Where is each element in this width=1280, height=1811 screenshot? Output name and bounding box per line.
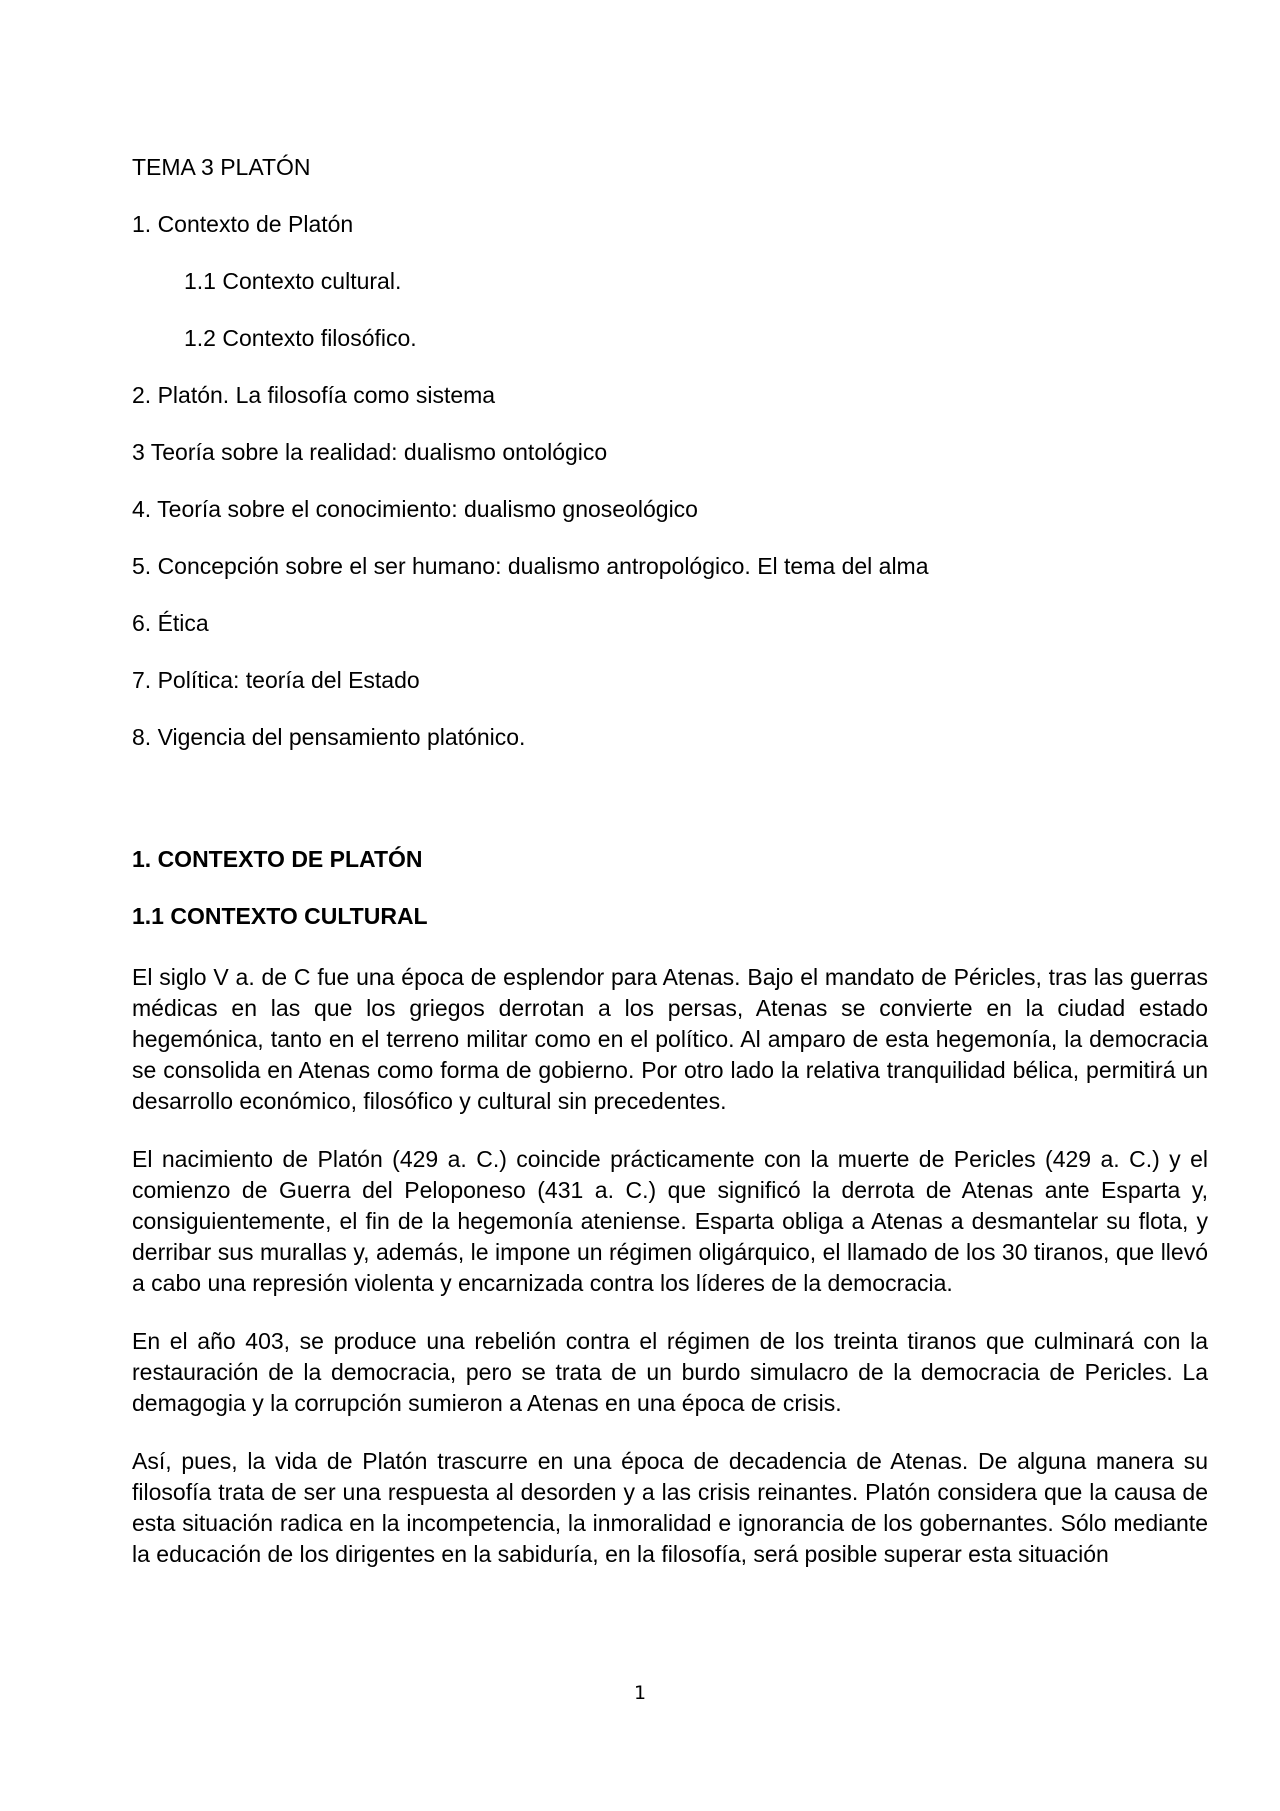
section-heading: 1. CONTEXTO DE PLATÓN — [132, 846, 423, 872]
body-paragraph: Así, pues, la vida de Platón trascurre en una época de decadencia de Atenas. De alguna manera su filosofía trata de ser una respuesta al desorden y a las crisis reinantes. Platón considera que la causa de esta situación radica en la incompetencia, la inmoralidad e ignorancia de los gobernantes. Sólo mediante la educación de los dirigentes en la sabiduría, en la filosofía, será posible superar esta situación — [132, 1448, 1208, 1567]
toc-item: 2. Platón. La filosofía como sistema — [132, 382, 496, 408]
body-paragraph: El nacimiento de Platón (429 a. C.) coincide prácticamente con la muerte de Pericles (429 a. C.) y el comienzo de Guerra del Peloponeso (431 a. C.) que significó la derrota de Atenas ante Esparta y, consiguientemente, el fin de la hegemonía ateniense. Esparta obliga a Atenas a desmantelar su flota, y derribar sus murallas y, además, le impone un régimen oligárquico, el llamado de los 30 tiranos, que llevó a cabo una represión violenta y encarnizada contra los líderes de la democracia. — [132, 1146, 1208, 1296]
document-title: TEMA 3 PLATÓN — [132, 154, 311, 180]
toc-item: 5. Concepción sobre el ser humano: dualismo antropológico. El tema del alma — [132, 553, 929, 579]
toc-subitem: 1.2 Contexto filosófico. — [184, 325, 417, 351]
table-of-contents — [132, 210, 929, 780]
toc-item: 4. Teoría sobre el conocimiento: dualismo gnoseológico — [132, 496, 698, 522]
page-number: 1 — [633, 1682, 647, 1704]
subsection-heading: 1.1 CONTEXTO CULTURAL — [132, 903, 428, 929]
toc-item: 3 Teoría sobre la realidad: dualismo ontológico — [132, 439, 608, 465]
toc-item: 8. Vigencia del pensamiento platónico. — [132, 724, 526, 750]
body-paragraph: En el año 403, se produce una rebelión contra el régimen de los treinta tiranos que culminará con la restauración de la democracia, pero se trata de un burdo simulacro de la democracia de Pericles. La demagogia y la corrupción sumieron a Atenas en una época de crisis. — [132, 1328, 1208, 1416]
toc-item: 7. Política: teoría del Estado — [132, 667, 420, 693]
toc-item: 1. Contexto de Platón — [132, 211, 354, 237]
body-paragraph: El siglo V a. de C fue una época de esplendor para Atenas. Bajo el mandato de Péricles, tras las guerras médicas en las que los griegos derrotan a los persas, Atenas se convierte en la ciudad estado hegemónica, tanto en el terreno militar como en el político. Al amparo de esta hegemonía, la democracia se consolida en Atenas como forma de gobierno. Por otro lado la relativa tranquilidad bélica, permitirá un desarrollo económico, filosófico y cultural sin precedentes. — [132, 964, 1208, 1114]
toc-item: 6. Ética — [132, 610, 209, 636]
toc-subitem: 1.1 Contexto cultural. — [184, 268, 402, 294]
